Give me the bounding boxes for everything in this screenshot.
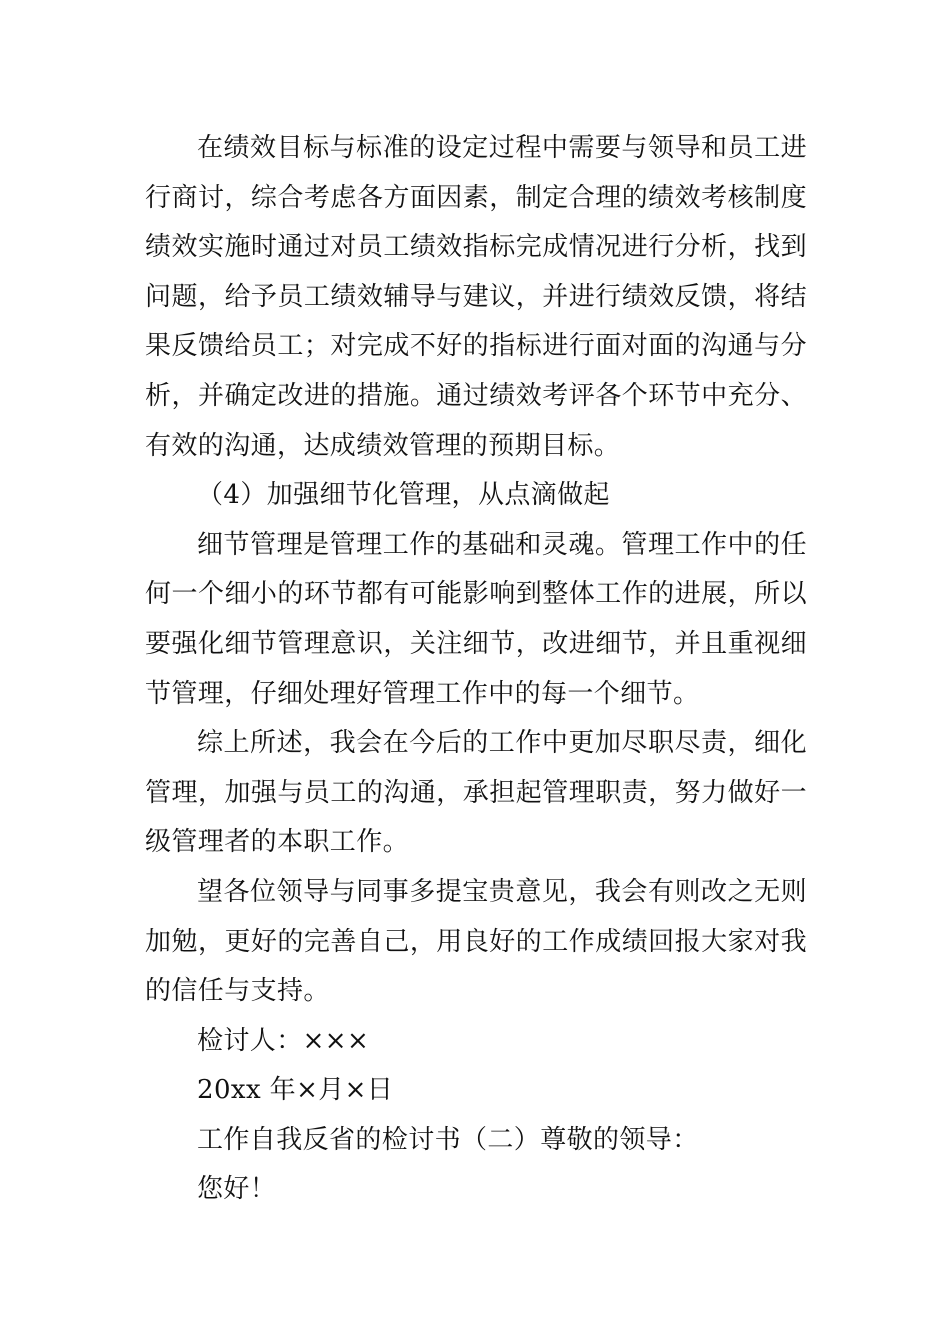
greeting-line: 您好！ <box>197 1174 277 1205</box>
paragraph-summary: 综上所述，我会在今后的工作中更加尽职尽责，细化管理，加强与员工的沟通，承担起管理职责，努力做好一级管理者的本职工作。 <box>145 728 807 858</box>
next-letter-title: 工作自我反省的检讨书（二）尊敬的领导： <box>197 1124 699 1155</box>
paragraph-closing-request: 望各位领导与同事多提宝贵意见，我会有则改之无则加勉，更好的完善自己，用良好的工作成绩回报大家对我的信任与支持。 <box>145 876 807 1007</box>
section-heading-detail-management: （4）加强细节化管理，从点滴做起 <box>197 480 610 511</box>
paragraph-performance-communication: 在绩效目标与标准的设定过程中需要与领导和员工进行商讨，综合考虑各方面因素，制定合理的绩效考核制度绩效实施时通过对员工绩效指标完成情况进行分析，找到问题，给予员工绩效辅导与建议，并进行绩效反馈，将结果反馈给员工；对完成不好的指标进行面对面的沟通与分析，并确定改进的措施。通过绩效考评各个环节中充分、有效的沟通，达成绩效管理的预期目标。 <box>145 133 807 461</box>
signature-line: 检讨人：××× <box>197 1025 370 1056</box>
date-line: 20xx 年×月×日 <box>197 1075 394 1106</box>
document-body <box>145 124 807 1215</box>
paragraph-detail-management: 细节管理是管理工作的基础和灵魂。管理工作中的任何一个细小的环节都有可能影响到整体工作的进展，所以要强化细节管理意识，关注细节，改进细节，并且重视细节管理，仔细处理好管理工作中的每一个细节。 <box>145 529 807 709</box>
